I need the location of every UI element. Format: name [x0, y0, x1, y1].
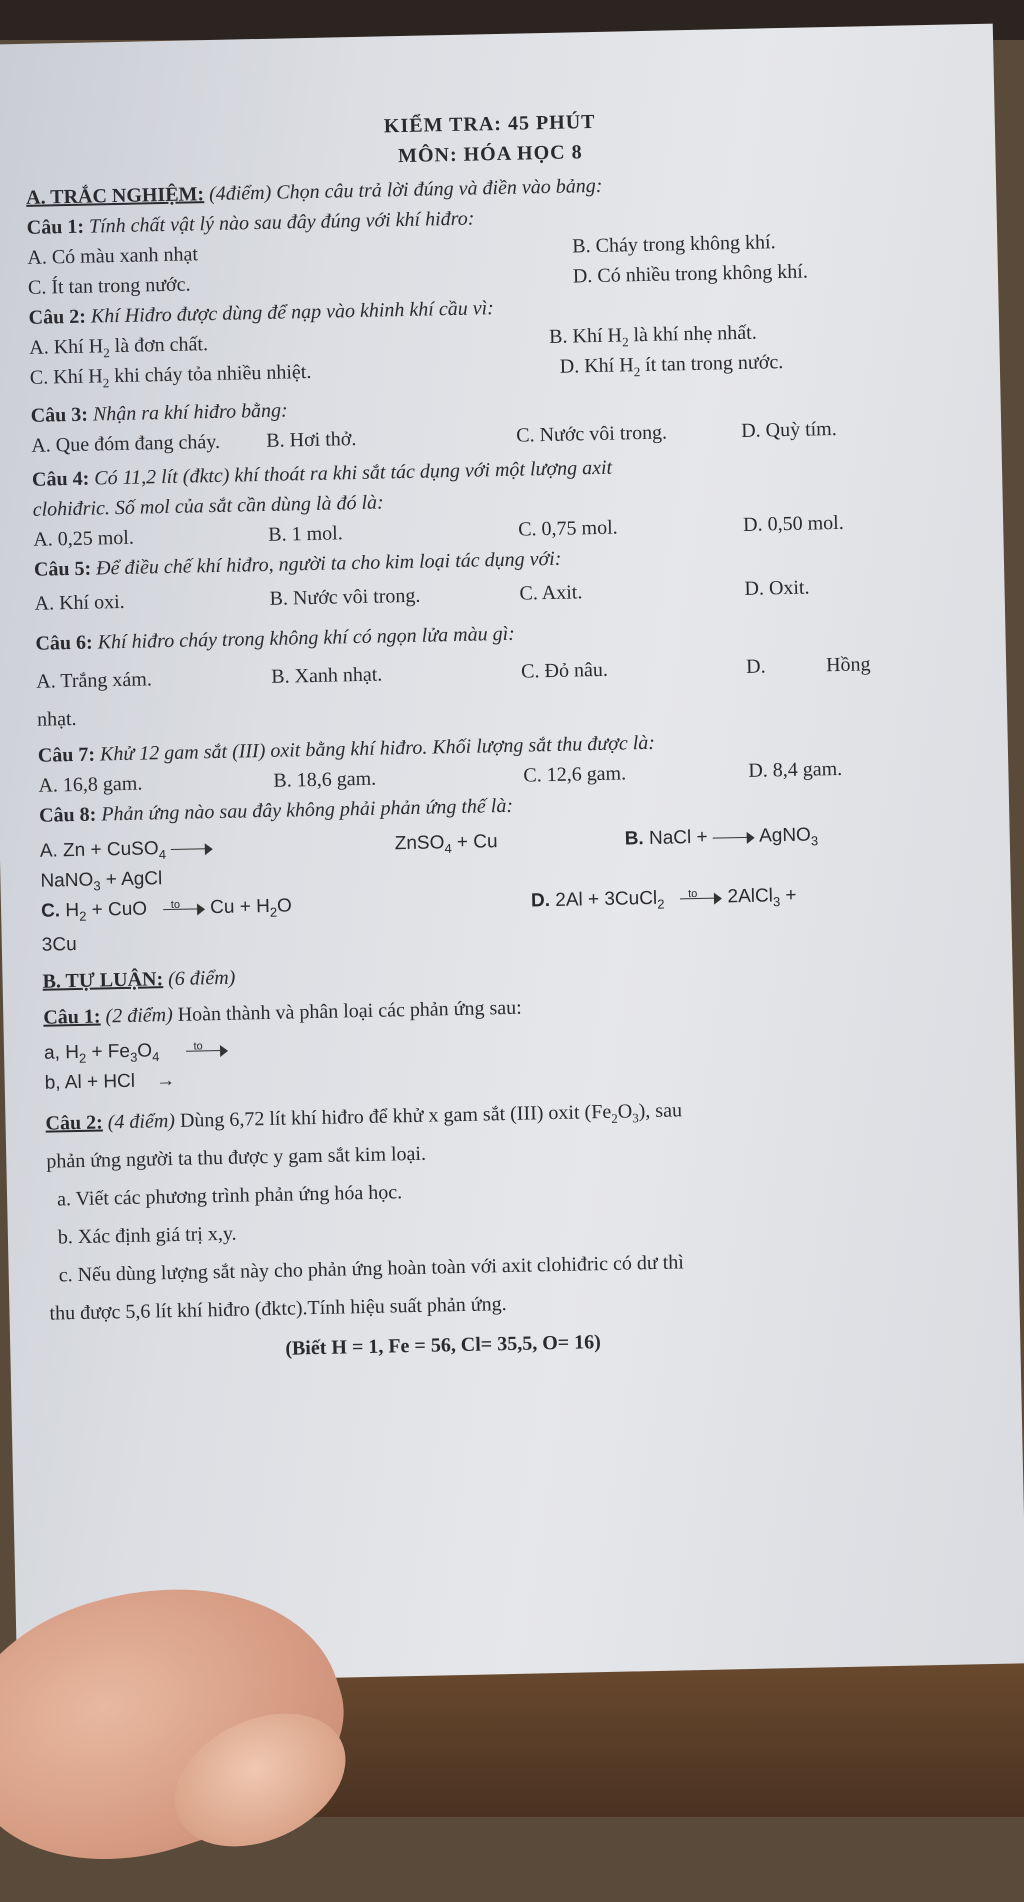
- essay-q2-points: (4 điểm): [107, 1109, 176, 1134]
- q4-option-a: A. 0,25 mol.: [33, 526, 135, 551]
- reaction-arrow-icon: [713, 830, 755, 845]
- q8-a-lhs: Zn + CuSO: [62, 838, 159, 862]
- q2-a-sub: 2: [103, 345, 110, 361]
- q7-option-a: A. 16,8 gam.: [38, 772, 143, 797]
- exam-title: KIỂM TRA: 45 PHÚT: [383, 110, 596, 138]
- reaction-arrow-heat-icon: [163, 898, 205, 916]
- q6-option-d-text: Hồng: [825, 653, 871, 677]
- q2-a-pre: A. Khí H: [29, 335, 104, 359]
- atomic-mass-note: (Biết H = 1, Fe = 56, Cl= 35,5, O= 16): [285, 1331, 602, 1360]
- q8-a-rhs-sub: 4: [444, 840, 452, 857]
- q6-option-c: C. Đỏ nâu.: [520, 658, 609, 683]
- question-2-label: Câu 2:: [28, 305, 87, 329]
- q8-a-rhs: ZnSO: [394, 832, 445, 855]
- q5-option-a: A. Khí oxi.: [34, 590, 125, 615]
- essay-q2-label: Câu 2:: [45, 1111, 103, 1135]
- essay-q2-part-c-2: thu được 5,6 lít khí hiđro (đktc).Tính hiệu suất phản ứng.: [49, 1293, 507, 1325]
- q8-b-rhs: AgNO: [758, 824, 812, 847]
- q8-b-label: B.: [624, 828, 644, 850]
- q8-c-label: C.: [40, 900, 61, 922]
- q8-d-rhs-pre: 2AlCl: [727, 885, 774, 908]
- essay-q1-a-sub1: 2: [78, 1050, 87, 1066]
- essay-q1-b-text: Al + HCl: [64, 1070, 136, 1094]
- q8-c-rhs-sub: 2: [269, 904, 278, 920]
- essay-q2-text1-sub2: 3: [632, 1110, 639, 1126]
- q8-c-heat-label: to: [170, 898, 181, 911]
- question-6-text: Khí hiđro cháy trong không khí có ngọn lửa màu gì:: [97, 622, 516, 654]
- q2-d-sub: 2: [633, 364, 641, 380]
- essay-q2-text1-post: ), sau: [638, 1099, 683, 1123]
- essay-q1-text: Hoàn thành và phân loại các phản ứng sau:: [177, 996, 522, 1026]
- q2-c-post: khi cháy tỏa nhiều nhiệt.: [108, 360, 312, 388]
- q1-option-d: D. Có nhiều trong không khí.: [572, 260, 809, 288]
- q4-option-d: D. 0,50 mol.: [742, 511, 844, 536]
- q8-c-lhs-pre: H: [65, 899, 80, 922]
- q6-option-d-continued: nhạt.: [36, 707, 77, 731]
- q8-d-rhs-post: +: [779, 884, 797, 907]
- q8-d-label: D.: [530, 890, 551, 912]
- q8-c-rhs-pre: Cu + H: [209, 895, 271, 919]
- essay-q1-b-label: b,: [44, 1072, 61, 1094]
- q5-option-d: D. Oxit.: [744, 576, 810, 600]
- question-8-label: Câu 8:: [38, 803, 97, 827]
- question-4-label: Câu 4:: [31, 467, 90, 491]
- reaction-arrow-heat-icon: [680, 887, 722, 905]
- essay-q1-label: Câu 1:: [43, 1005, 101, 1029]
- question-5-text: Để điều chế khí hiđro, người ta cho kim loại tác dụng với:: [95, 547, 562, 580]
- q8-b-cont-sub: 3: [93, 878, 101, 894]
- essay-q2-text-2: phản ứng người ta thu được y gam sắt kim loại.: [46, 1142, 427, 1173]
- essay-q2-text1-sub1: 2: [611, 1110, 618, 1126]
- reaction-arrow-heat-icon: [185, 1040, 227, 1058]
- q2-d-pre: D. Khí H: [559, 354, 634, 378]
- reaction-arrow-icon: →: [155, 1069, 176, 1092]
- q2-b-sub: 2: [621, 334, 629, 350]
- q2-c-pre: C. Khí H: [29, 365, 103, 389]
- exam-subject: MÔN: HÓA HỌC 8: [397, 141, 583, 168]
- question-8-text: Phản ứng nào sau đây không phải phản ứng thế là:: [101, 794, 514, 826]
- q3-option-a: A. Que đóm đang cháy.: [31, 430, 221, 457]
- q7-option-b: B. 18,6 gam.: [273, 767, 377, 792]
- part-a-title: A. TRẮC NGHIỆM:: [25, 183, 205, 209]
- question-4-text-1: Có 11,2 lít (đktc) khí thoát ra khi sắt tác dụng với một lượng axit: [94, 456, 613, 490]
- q8-c-rhs-post: O: [276, 895, 293, 917]
- question-7-label: Câu 7:: [37, 743, 96, 767]
- essay-q1-a-label: a,: [43, 1042, 61, 1064]
- q8-c-lhs-sub: 2: [79, 908, 87, 924]
- q2-d-post: ít tan trong nước.: [639, 351, 784, 377]
- q6-option-d-label: D.: [745, 655, 766, 678]
- q8-b-cont: NaNO: [40, 869, 94, 892]
- essay-q1-a-mid: + Fe: [85, 1040, 131, 1063]
- q8-d-lhs-sub: 2: [657, 896, 665, 912]
- exam-paper: [0, 24, 1024, 1685]
- question-4-text-2: clohiđric. Số mol của sắt cần dùng là đó là:: [32, 491, 384, 521]
- q1-option-c: C. Ít tan trong nước.: [27, 273, 191, 299]
- q3-option-d: D. Quỳ tím.: [740, 417, 837, 442]
- reaction-arrow-icon: [171, 841, 213, 856]
- question-3-text: Nhận ra khí hiđro bằng:: [92, 399, 288, 426]
- essay-q1-a-heat-label: to: [193, 1040, 203, 1053]
- essay-q2-part-b: b. Xác định giá trị x,y.: [57, 1222, 237, 1249]
- essay-q1-a-pre: H: [64, 1041, 80, 1064]
- q2-b-pre: B. Khí H: [548, 324, 623, 348]
- essay-q2-part-c-1: c. Nếu dùng lượng sắt này cho phản ứng hoàn toàn với axit clohiđric có dư thì: [58, 1251, 685, 1287]
- q7-option-d: D. 8,4 gam.: [748, 757, 843, 782]
- q6-option-b: B. Xanh nhạt.: [271, 663, 383, 688]
- essay-q2-text1-pre: Dùng 6,72 lít khí hiđro để khử x gam sắt (III) oxit (Fe: [179, 1100, 612, 1132]
- q7-option-c: C. 12,6 gam.: [523, 762, 627, 787]
- q8-b-rhs-sub: 3: [810, 833, 819, 849]
- q8-d-heat-label: to: [688, 887, 698, 901]
- q8-d-lhs-pre: 2Al + 3CuCl: [555, 887, 658, 911]
- essay-q1-a-sub3: 4: [151, 1049, 160, 1065]
- q8-a-rhs-post: + Cu: [451, 831, 498, 854]
- q8-b-lhs: NaCl +: [648, 826, 708, 849]
- essay-q2-text1-mid: O: [617, 1100, 633, 1123]
- question-6-label: Câu 6:: [35, 631, 93, 655]
- q6-option-a: A. Trắng xám.: [36, 668, 153, 693]
- essay-q1-points: (2 điểm): [105, 1003, 173, 1028]
- q5-option-c: C. Axit.: [519, 581, 583, 605]
- q8-a-lhs-sub: 4: [158, 846, 167, 863]
- question-1-text: Tính chất vật lý nào sau đây đúng với khí hiđro:: [88, 207, 475, 238]
- question-7-text: Khử 12 gam sắt (III) oxit bằng khí hiđro. Khối lượng sắt thu được là:: [99, 731, 656, 766]
- q1-option-b: B. Cháy trong không khí.: [572, 231, 776, 258]
- q2-b-post: là khí nhẹ nhất.: [628, 321, 757, 347]
- question-5-label: Câu 5:: [33, 557, 92, 581]
- q2-a-post: là đơn chất.: [109, 333, 209, 358]
- question-3-label: Câu 3:: [30, 403, 89, 427]
- q4-option-b: B. 1 mol.: [268, 522, 343, 546]
- essay-q1-a-post: O: [137, 1040, 153, 1062]
- q2-option-c: [30, 357, 312, 400]
- essay-q2-part-a: a. Viết các phương trình phản ứng hóa học.: [56, 1181, 403, 1211]
- essay-q1-a-sub2: 3: [129, 1049, 138, 1065]
- question-1-label: Câu 1:: [26, 215, 85, 239]
- exam-content: [24, 99, 980, 1368]
- q8-b-cont-post: + AgCl: [100, 868, 163, 891]
- part-b-title: B. TỰ LUẬN:: [42, 968, 164, 993]
- q2-option-d: [559, 347, 783, 389]
- q3-option-b: B. Hơi thở.: [266, 428, 357, 452]
- q8-d-rhs-sub: 3: [772, 894, 781, 910]
- q8-c-lhs-post: + CuO: [86, 898, 148, 921]
- part-a-instruction: (4điểm) Chọn câu trả lời đúng và điền vào bảng:: [208, 174, 603, 206]
- q4-option-c: C. 0,75 mol.: [517, 516, 618, 541]
- q8-d-cont: 3Cu: [41, 933, 77, 956]
- q1-option-a: A. Có màu xanh nhạt: [27, 243, 199, 269]
- part-b-points: (6 điểm): [167, 966, 236, 991]
- question-2-text: Khí Hiđro được dùng để nạp vào khinh khí cầu vì:: [90, 297, 495, 328]
- q3-option-c: C. Nước vôi trong.: [516, 421, 668, 447]
- q5-option-b: B. Nước vôi trong.: [269, 584, 421, 610]
- q8-a-label: A.: [39, 840, 59, 862]
- q2-c-sub: 2: [102, 375, 110, 391]
